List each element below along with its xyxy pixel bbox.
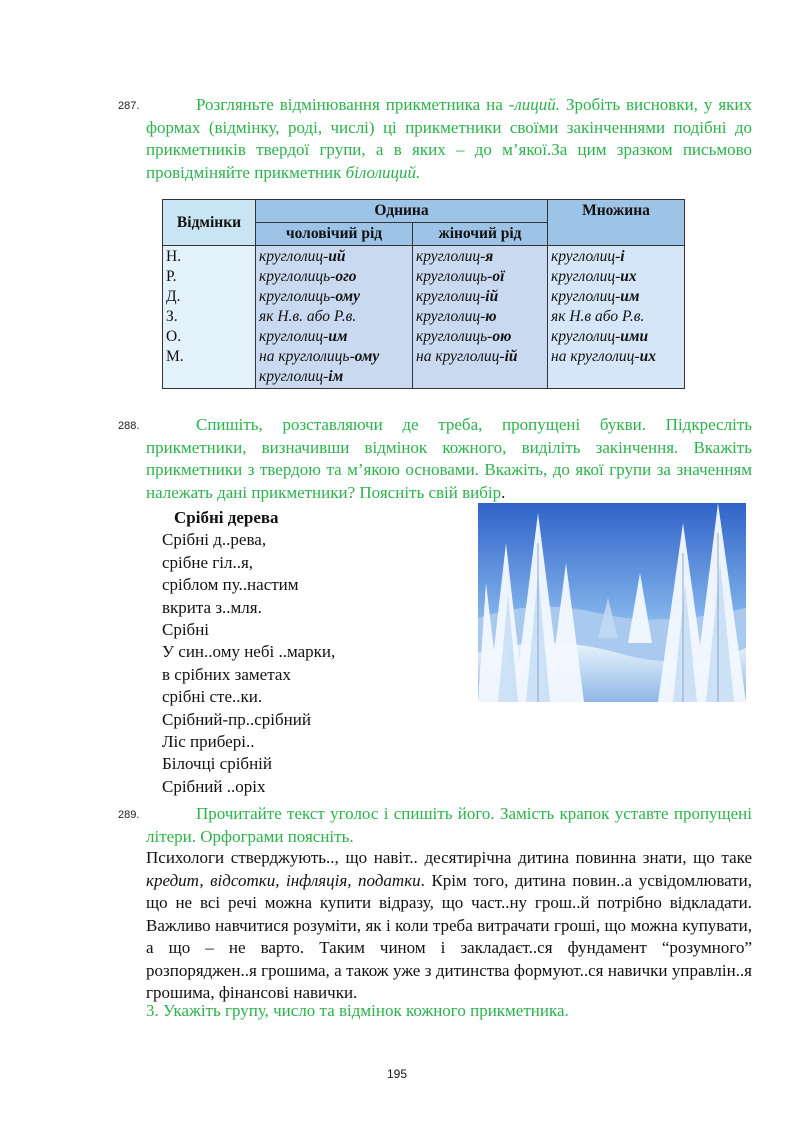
masculine-ending: ий bbox=[328, 248, 346, 265]
poem-line: в срібних заметах bbox=[162, 664, 291, 684]
masculine-ending: ому bbox=[354, 348, 380, 365]
poem-line: У син..ому небі ..марки, bbox=[162, 642, 336, 662]
feminine-stem: круглолиць- bbox=[416, 268, 493, 285]
plural-stem: круглолиц- bbox=[551, 288, 621, 305]
feminine-stem: на круглолиц- bbox=[416, 348, 505, 365]
feminine-stem: круглолиц- bbox=[416, 248, 486, 265]
feminine-column bbox=[413, 246, 548, 389]
feminine-cell bbox=[416, 307, 544, 327]
masculine-ending: ім bbox=[328, 368, 344, 385]
feminine-cell bbox=[416, 247, 544, 267]
masculine-cell bbox=[259, 267, 409, 287]
poem-lines bbox=[162, 529, 335, 798]
masculine-cell bbox=[259, 247, 409, 267]
feminine-cell bbox=[416, 287, 544, 307]
declension-table bbox=[162, 199, 685, 389]
plural-stem: на круглолиц- bbox=[551, 348, 640, 365]
plural-ending: их bbox=[639, 348, 656, 365]
feminine-ending: ою bbox=[492, 328, 512, 345]
masculine-cell bbox=[259, 307, 409, 327]
plural-cell bbox=[551, 327, 681, 347]
poem-line: вкрита з..мля. bbox=[162, 597, 262, 617]
plural-column bbox=[548, 246, 685, 389]
feminine-stem: круглолиць- bbox=[416, 328, 493, 345]
feminine-ending: ої bbox=[492, 268, 505, 285]
text-part-1: Психологи стверджують.., що навіт.. десятирічна дитина повинна знати, що таке bbox=[146, 848, 752, 867]
masculine-cell bbox=[259, 327, 409, 347]
plural-cell bbox=[551, 247, 681, 267]
task-text-part-a: Розгляньте відмінювання прикметника на bbox=[196, 95, 509, 114]
poem-line: Срібні bbox=[162, 620, 210, 640]
plural-cell bbox=[551, 307, 681, 327]
case-label-cell: О. bbox=[166, 328, 182, 345]
header-masculine: чоловічий рід bbox=[256, 223, 413, 246]
task-3 bbox=[146, 1000, 752, 1023]
masculine-ending: ого bbox=[335, 268, 357, 285]
task-3-text: 3. Укажіть групу, число та відмінок кожного прикметника. bbox=[146, 1001, 569, 1020]
feminine-stem: круглолиц- bbox=[416, 308, 486, 325]
exercise-289-task bbox=[146, 803, 752, 848]
plural-stem: як Н.в або Р.в. bbox=[551, 308, 645, 325]
poem-line: Срібний ..оріх bbox=[162, 776, 266, 796]
poem-line: Срібний-пр..срібний bbox=[162, 709, 311, 729]
masculine-ending: ому bbox=[335, 288, 360, 305]
plural-ending: ими bbox=[620, 328, 649, 345]
exercise-number-287: 287. bbox=[118, 100, 140, 112]
plural-stem: круглолиц- bbox=[551, 268, 621, 285]
masculine-cell bbox=[259, 287, 409, 307]
feminine-ending: я bbox=[485, 248, 494, 265]
poem-line: срібне гіл..я, bbox=[162, 552, 254, 572]
plural-cell bbox=[551, 287, 681, 307]
case-label-cell: Р. bbox=[166, 268, 177, 285]
task-text-part-b: Зробіть висновки, у яких формах (відмінку, роді, числі) ці прикметники своїми закінченнями подібні до прикметників твердої групи, а в яких – до м’якої.За цим зразком письмово провідміняйте прикметник bbox=[146, 95, 752, 182]
poem-title: Срібні дерева bbox=[174, 508, 279, 527]
header-cases: Відмінки bbox=[163, 200, 256, 246]
plural-stem: круглолиц- bbox=[551, 248, 621, 265]
feminine-stem: круглолиц- bbox=[416, 288, 486, 305]
plural-cell bbox=[551, 347, 681, 367]
poem-line: срібні сте..ки. bbox=[162, 687, 263, 707]
feminine-cell bbox=[416, 347, 544, 367]
masculine-ending: им bbox=[328, 328, 348, 345]
task-suffix: -лиций. bbox=[508, 95, 561, 114]
exercise-number-288: 288. bbox=[118, 420, 140, 432]
plural-ending: і bbox=[620, 248, 625, 265]
poem-line: сріблом пу..настим bbox=[162, 575, 299, 595]
feminine-cell bbox=[416, 267, 544, 287]
plural-ending: им bbox=[620, 288, 640, 305]
winter-forest-photo bbox=[478, 503, 746, 702]
masculine-stem: круглолиць- bbox=[259, 268, 336, 285]
case-label-cell: М. bbox=[166, 348, 184, 365]
masculine-stem: як Н.в. або Р.в. bbox=[259, 308, 357, 325]
masculine-column bbox=[256, 246, 413, 389]
plural-stem: круглолиц- bbox=[551, 328, 621, 345]
case-label-cell: Н. bbox=[166, 248, 182, 265]
task-288-text: Спишіть, розставляючи де треба, пропущені букви. Підкресліть прикметники, визначивши відмінок кожного, виділіть закінчення. Вкажіть прикметники з твердою та м’якою основами. Вкажіть, до якої групи за значенням належать дані прикметники? Поясніть свій вибір bbox=[146, 415, 752, 502]
task-289-text: Прочитайте текст уголос і спишіть його. Замість крапок уставте пропущені літери. Орфограми поясніть. bbox=[146, 804, 752, 846]
feminine-ending: ій bbox=[504, 348, 518, 365]
text-part-2: . Крім того, дитина повин..а усвідомлювати, що не всі речі можна купити відразу, що част..ну грош..й потрібно відкладати. Важливо навчитися розуміти, як і коли треба витрачати гроші, що можна купувати, а що – не варто. Таким чином і закладаєт..ся фундамент “розумного” розпоряджен..я грошима, а також уже з дитинства формуют..ся навички управлін..я грошима, фінансові навички. bbox=[146, 870, 753, 1002]
plural-cell bbox=[551, 267, 681, 287]
exercise-288-task bbox=[146, 414, 752, 504]
case-label-cell: Д. bbox=[166, 288, 181, 305]
case-label-cell: З. bbox=[166, 308, 178, 325]
masculine-stem: на круглолиць- bbox=[259, 348, 355, 365]
exercise-287-task bbox=[146, 94, 752, 184]
snowy-trees-image bbox=[478, 503, 746, 702]
task-word: білолиций. bbox=[345, 162, 421, 182]
cases-column bbox=[163, 246, 256, 389]
feminine-cell bbox=[416, 327, 544, 347]
task-288-dot: . bbox=[501, 482, 506, 502]
header-plural: Множина bbox=[548, 200, 685, 246]
exercise-number-289: 289. bbox=[118, 809, 140, 821]
masculine-stem: круглолиц- bbox=[259, 328, 329, 345]
feminine-ending: ю bbox=[485, 308, 497, 325]
masculine-stem: круглолиць- bbox=[259, 288, 336, 305]
masculine-cell bbox=[259, 367, 409, 387]
poem-line: Білочці срібній bbox=[162, 754, 272, 774]
exercise-289-text bbox=[146, 847, 752, 1005]
poem-line: Ліс прибері.. bbox=[162, 732, 255, 752]
text-italic-terms: кредит, відсотки, інфляція, податки bbox=[146, 870, 421, 890]
masculine-cell bbox=[259, 347, 409, 367]
feminine-ending: ій bbox=[485, 288, 499, 305]
page-number: 195 bbox=[386, 1067, 408, 1081]
masculine-stem: круглолиц- bbox=[259, 248, 329, 265]
masculine-stem: круглолиц- bbox=[259, 368, 329, 385]
plural-ending: их bbox=[620, 268, 637, 285]
poem bbox=[162, 507, 335, 798]
poem-line: Срібні д..рева, bbox=[162, 530, 267, 550]
header-feminine: жіночий рід bbox=[413, 223, 548, 246]
header-singular: Однина bbox=[256, 200, 548, 223]
